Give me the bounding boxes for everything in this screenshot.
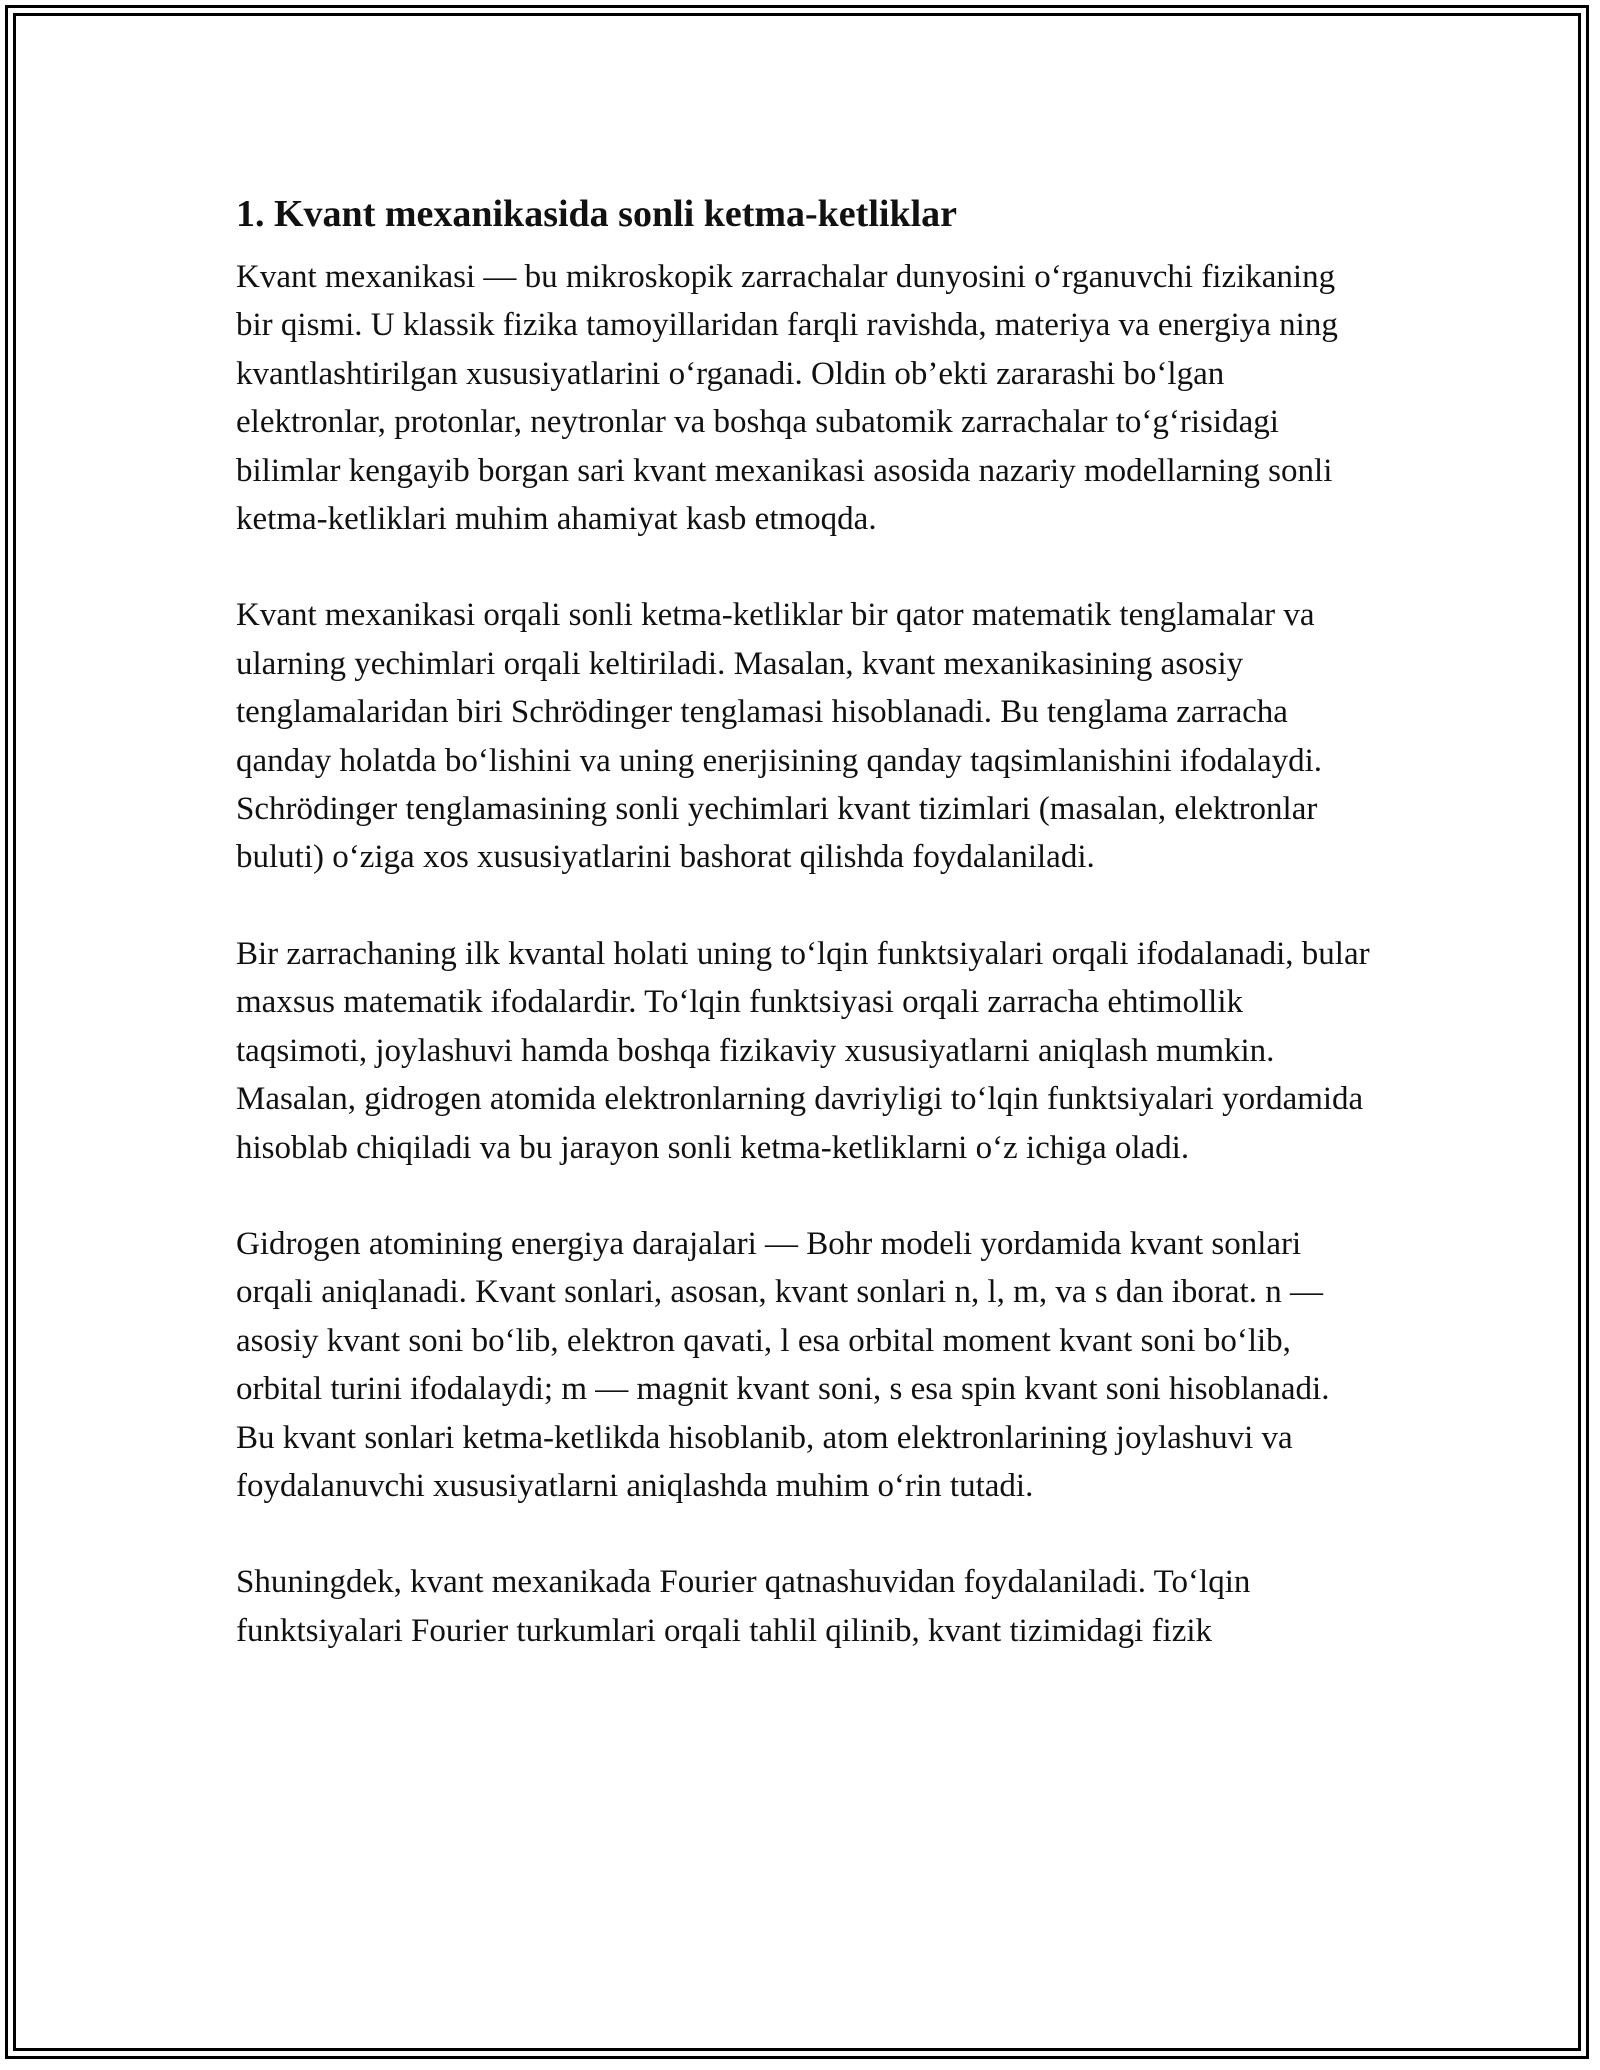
document-body — [236, 190, 1371, 1703]
paragraph-intro: Kvant mexanikasi — bu mikroskopik zarrachalar dunyosini o‘rganuvchi fizikaning bir qismi. U klassik fizika tamoyillaridan farqli ravishda, materiya va energiya ning kvantlashtirilgan xususiyatlarini o‘rganadi. Oldin ob’ekti zararashi bo‘lgan elektronlar, protonlar, neytronlar va boshqa subatomik zarrachalar to‘g‘risidagi bilimlar kengayib borgan sari kvant mexanikasi asosida nazariy modellarning sonli ketma-ketliklari muhim ahamiyat kasb etmoqda. — [236, 259, 1338, 538]
paragraph-fourier: Shuningdek, kvant mexanikada Fourier qatnashuvidan foydalaniladi. To‘lqin funktsiyalari Fourier turkumlari orqali tahlil qilinib, kvant tizimidagi fizik — [236, 1564, 1251, 1649]
paragraph-wave-function: Bir zarrachaning ilk kvantal holati uning to‘lqin funktsiyalari orqali ifodalanadi, bular maxsus matematik ifodalardir. To‘lqin funktsiyasi orqali zarracha ehtimollik taqsimoti, joylashuvi hamda boshqa fizikaviy xususiyatlarni aniqlash mumkin. Masalan, gidrogen atomida elektronlarning davriyligi to‘lqin funktsiyalari yordamida hisoblab chiqiladi va bu jarayon sonli ketma-ketliklarni o‘z ichiga oladi. — [236, 935, 1370, 1166]
paragraph-quantum-numbers: Gidrogen atomining energiya darajalari — Bohr modeli yordamida kvant sonlari orqali aniqlanadi. Kvant sonlari, asosan, kvant sonlari n, l, m, va s dan iborat. n — asosiy kvant soni bo‘lib, elektron qavati, l esa orbital moment kvant soni bo‘lib, orbital turini ifodalaydi; m — magnit kvant soni, s esa spin kvant soni hisoblanadi. Bu kvant sonlari ketma-ketlikda hisoblanib, atom elektronlarining joylashuvi va foydalanuvchi xususiyatlarni aniqlashda muhim o‘rin tutadi. — [236, 1225, 1330, 1504]
paragraph-schrodinger: Kvant mexanikasi orqali sonli ketma-ketliklar bir qator matematik tenglamalar va ularning yechimlari orqali keltiriladi. Masalan, kvant mexanikasining asosiy tenglamalaridan biri Schrödinger tenglamasi hisoblanadi. Bu tenglama zarracha qanday holatda bo‘lishini va uning enerjisining qanday taqsimlanishini ifodalaydi. Schrödinger tenglamasining sonli yechimlari kvant tizimlari (masalan, elektronlar buluti) o‘ziga xos xususiyatlarini bashorat qilishda foydalaniladi. — [236, 597, 1323, 876]
section-heading: 1. Kvant mexanikasida sonli ketma-ketliklar — [236, 193, 957, 235]
